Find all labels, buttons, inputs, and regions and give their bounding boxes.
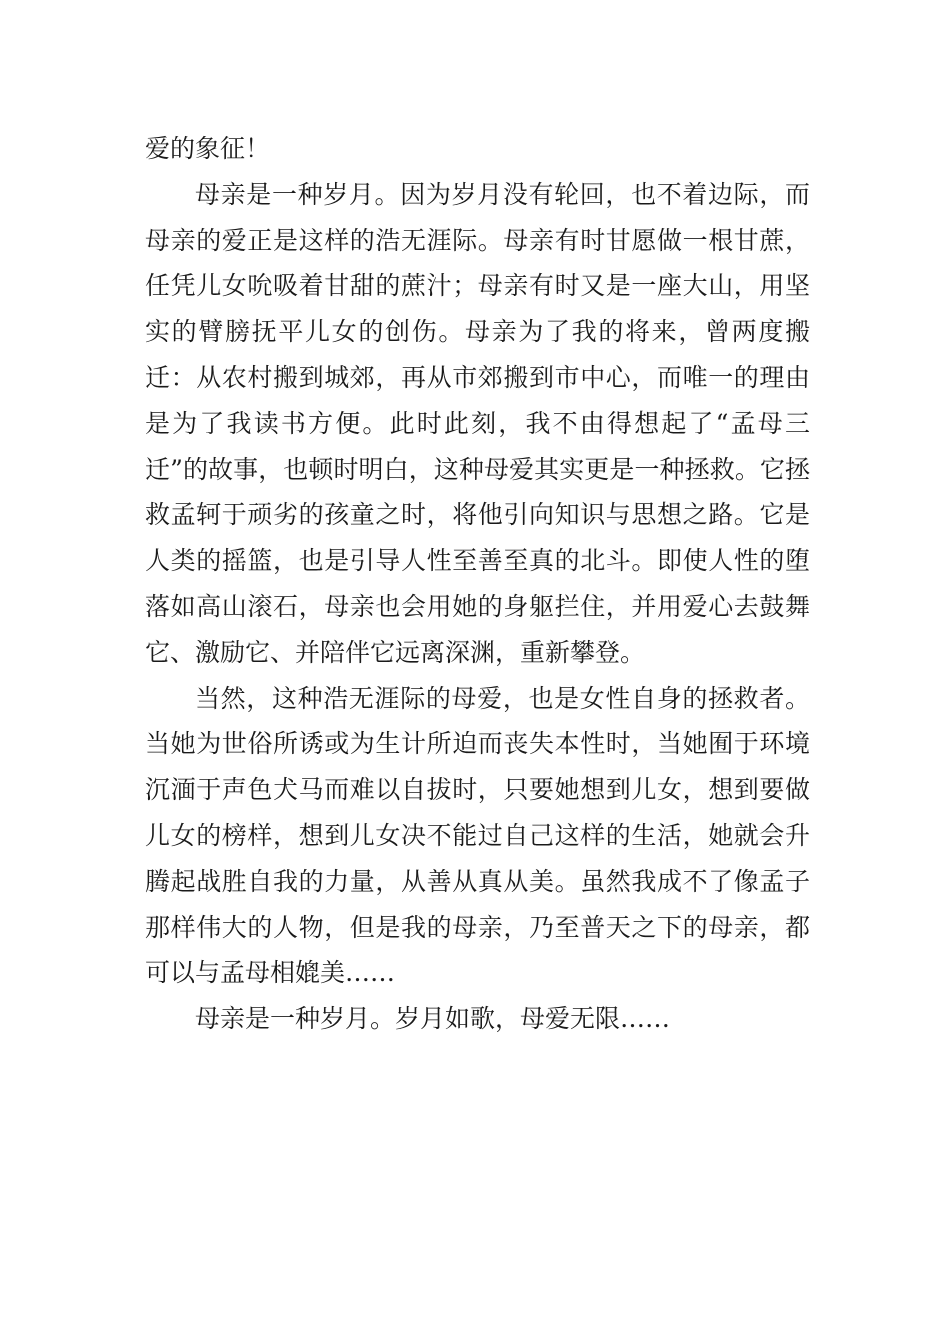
paragraph-continuation: 爱的象征！ — [145, 134, 271, 163]
paragraph-closing: 母亲是一种岁月。岁月如歌，母爱无限…… — [195, 1004, 671, 1034]
paragraph-self-salvation: 当然，这种浩无涯际的母爱，也是女性自身的拯救者。当她为世俗所诱或为生计所迫而丧失本性时，当她囿于环境沉湎于声色犬马而难以自拔时，只要她想到儿女，想到要做儿女的榜样，想到儿女决不能过自己这样的生活，她就会升腾起战胜自我的力量，从善从真从美。虽然我成不了像孟子那样伟大的人物，但是我的母亲，乃至普天之下的母亲，都可以与孟母相媲美…… — [145, 683, 810, 988]
document-body — [145, 126, 810, 1042]
paragraph-mother-years: 母亲是一种岁月。因为岁月没有轮回，也不着边际，而母亲的爱正是这样的浩无涯际。母亲有时甘愿做一根甘蔗，任凭儿女吮吸着甘甜的蔗汁；母亲有时又是一座大山，用坚实的臂膀抚平儿女的创伤。母亲为了我的将来，曾两度搬迁：从农村搬到城郊，再从市郊搬到市中心，而唯一的理由是为了我读书方便。此时此刻，我不由得想起了“孟母三迁”的故事，也顿时明白，这种母爱其实更是一种拯救。它拯救孟轲于顽劣的孩童之时，将他引向知识与思想之路。它是人类的摇篮，也是引导人性至善至真的北斗。即使人性的堕落如高山滚石，母亲也会用她的身躯拦住，并用爱心去鼓舞它、激励它、并陪伴它远离深渊，重新攀登。 — [145, 179, 810, 667]
